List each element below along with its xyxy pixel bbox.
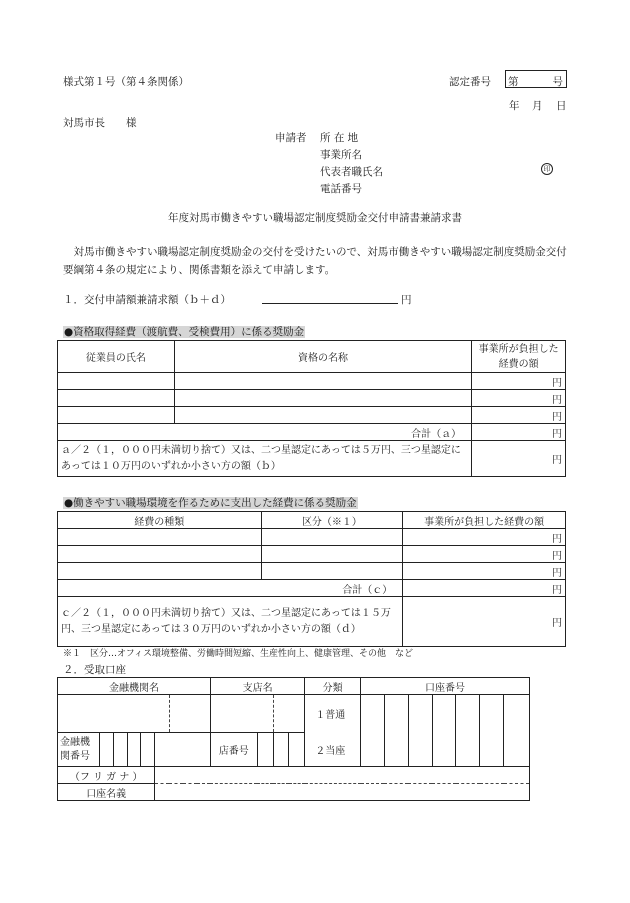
bank-furigana-label: （フ リ ガ ナ ） bbox=[58, 767, 155, 784]
form-number: 様式第１号（第４条関係） bbox=[63, 76, 189, 88]
s1-cell-qualification[interactable] bbox=[174, 390, 471, 407]
account-digit[interactable] bbox=[480, 695, 504, 767]
s2-cell-cost[interactable]: 円 bbox=[403, 563, 566, 580]
cert-suffix: 号 bbox=[552, 76, 563, 88]
branch-code-digit[interactable] bbox=[273, 733, 289, 767]
bank-section-title: ２．受取口座 bbox=[63, 664, 126, 676]
date-day: 日 bbox=[556, 100, 567, 112]
request-amount-label: １．交付申請額兼請求額（ｂ＋ｄ） bbox=[63, 294, 231, 306]
s2-cell-category[interactable] bbox=[261, 546, 403, 563]
branch-code-digit[interactable] bbox=[289, 733, 305, 767]
cert-number-field[interactable] bbox=[505, 70, 567, 88]
bank-table bbox=[57, 677, 530, 801]
account-digit[interactable] bbox=[456, 695, 480, 767]
s2-cell-type[interactable] bbox=[58, 563, 262, 580]
account-digit[interactable] bbox=[432, 695, 456, 767]
bank-branch-name[interactable] bbox=[210, 695, 304, 733]
s2-cell-type[interactable] bbox=[58, 529, 262, 546]
account-digit[interactable] bbox=[361, 695, 385, 767]
s1-calc-label: ａ／２（１，０００円未満切り捨て）又は、二つ星認定にあっては５万円、三つ星認定にあっては１０万円のいずれか小さい方の額（ｂ） bbox=[58, 441, 472, 477]
s1-cell-qualification[interactable] bbox=[174, 407, 471, 424]
bank-header-branch: 支店名 bbox=[210, 678, 304, 695]
account-digit[interactable] bbox=[504, 695, 530, 767]
s2-calc-cost[interactable]: 円 bbox=[403, 597, 566, 647]
account-digit[interactable] bbox=[408, 695, 432, 767]
table-row bbox=[58, 563, 566, 580]
s1-cell-cost[interactable]: 円 bbox=[472, 373, 566, 390]
bank-header-category: 分類 bbox=[305, 678, 361, 695]
body-text-content: 対馬市働きやすい職場認定制度奨励金の交付を受けたいので、対馬市働きやすい職場認定制度奨励金交付要綱第４条の規定により、関係書類を添えて申請します。 bbox=[63, 246, 567, 276]
cert-number-label: 認定番号 bbox=[449, 76, 491, 88]
s1-header-cost: 事業所が負担した経費の額 bbox=[472, 341, 566, 373]
s1-header-name: 従業員の氏名 bbox=[58, 341, 175, 373]
body-text bbox=[63, 243, 567, 279]
bank-header-institution: 金融機関名 bbox=[58, 678, 211, 695]
account-digit[interactable] bbox=[384, 695, 408, 767]
table-row bbox=[58, 529, 566, 546]
seal-mark: 印 bbox=[541, 163, 553, 175]
s2-header-cost: 事業所が負担した経費の額 bbox=[403, 512, 566, 529]
applicant-phone-label: 電話番号 bbox=[320, 183, 362, 195]
s1-cell-qualification[interactable] bbox=[174, 373, 471, 390]
section1-title bbox=[63, 324, 305, 339]
addressee: 対馬市長 様 bbox=[63, 117, 137, 129]
s2-total-label: 合計（ｃ） bbox=[58, 580, 403, 597]
s1-cell-name[interactable] bbox=[58, 390, 175, 407]
branch-code-digit[interactable] bbox=[257, 733, 273, 767]
section2-title bbox=[63, 495, 358, 510]
inst-code-digit[interactable] bbox=[127, 733, 141, 767]
inst-code-digit[interactable] bbox=[113, 733, 127, 767]
applicant-office-label: 事業所名 bbox=[320, 149, 362, 161]
s1-total-label: 合計（ａ） bbox=[58, 424, 472, 441]
section2-table bbox=[57, 511, 566, 647]
bank-type-ordinary[interactable]: １普通 bbox=[305, 695, 361, 733]
bank-inst-code-label: 金融機関番号 bbox=[58, 733, 100, 767]
s2-total-cost[interactable]: 円 bbox=[403, 580, 566, 597]
s1-calc-cost[interactable]: 円 bbox=[472, 441, 566, 477]
s1-cell-cost[interactable]: 円 bbox=[472, 390, 566, 407]
bank-institution-name[interactable] bbox=[58, 695, 211, 733]
s2-cell-cost[interactable]: 円 bbox=[403, 546, 566, 563]
s1-cell-name[interactable] bbox=[58, 373, 175, 390]
s1-header-qualification: 資格の名称 bbox=[174, 341, 471, 373]
request-amount-field[interactable] bbox=[262, 303, 398, 304]
s1-cell-cost[interactable]: 円 bbox=[472, 407, 566, 424]
table-row bbox=[58, 373, 566, 390]
bank-header-account-number: 口座番号 bbox=[361, 678, 530, 695]
category-note: ※１ 区分…オフィス環境整備、労働時間短縮、生産性向上、健康管理、その他 など bbox=[63, 649, 414, 659]
applicant-label: 申請者 bbox=[275, 132, 307, 144]
section1-title-text: ●資格取得経費（渡航費、受検費用）に係る奨励金 bbox=[64, 326, 305, 338]
s2-cell-category[interactable] bbox=[261, 563, 403, 580]
bank-type-current[interactable]: ２当座 bbox=[305, 733, 361, 767]
table-row bbox=[58, 390, 566, 407]
s2-cell-category[interactable] bbox=[261, 529, 403, 546]
bank-branch-code-label: 店番号 bbox=[210, 733, 257, 767]
cert-prefix: 第 bbox=[508, 76, 519, 88]
s2-cell-type[interactable] bbox=[58, 546, 262, 563]
bank-holder-field[interactable] bbox=[155, 784, 530, 801]
applicant-representative-label: 代表者職氏名 bbox=[320, 166, 383, 178]
inst-code-digit[interactable] bbox=[141, 733, 155, 767]
bank-furigana-field[interactable] bbox=[155, 767, 530, 784]
bank-inst-spacer bbox=[155, 733, 211, 767]
request-amount-unit: 円 bbox=[401, 294, 412, 306]
table-row bbox=[58, 546, 566, 563]
s2-cell-cost[interactable]: 円 bbox=[403, 529, 566, 546]
document-title: 年度対馬市働きやすい職場認定制度奨励金交付申請書兼請求書 bbox=[168, 212, 462, 224]
applicant-address-label: 所 在 地 bbox=[320, 132, 359, 144]
date-month: 月 bbox=[532, 100, 543, 112]
section1-table bbox=[57, 340, 566, 477]
s1-cell-name[interactable] bbox=[58, 407, 175, 424]
date-year: 年 bbox=[509, 100, 520, 112]
s1-total-cost[interactable]: 円 bbox=[472, 424, 566, 441]
s2-calc-label: ｃ／２（１，０００円未満切り捨て）又は、二つ星認定にあっては１５万円、三つ星認定にあっては３０万円のいずれか小さい方の額（ｄ） bbox=[58, 597, 403, 647]
bank-holder-label: 口座名義 bbox=[58, 784, 155, 801]
s2-header-type: 経費の種類 bbox=[58, 512, 262, 529]
section2-title-text: ●働きやすい職場環境を作るために支出した経費に係る奨励金 bbox=[64, 497, 357, 509]
table-row bbox=[58, 407, 566, 424]
inst-code-digit[interactable] bbox=[99, 733, 113, 767]
s2-header-category: 区分（※１） bbox=[261, 512, 403, 529]
